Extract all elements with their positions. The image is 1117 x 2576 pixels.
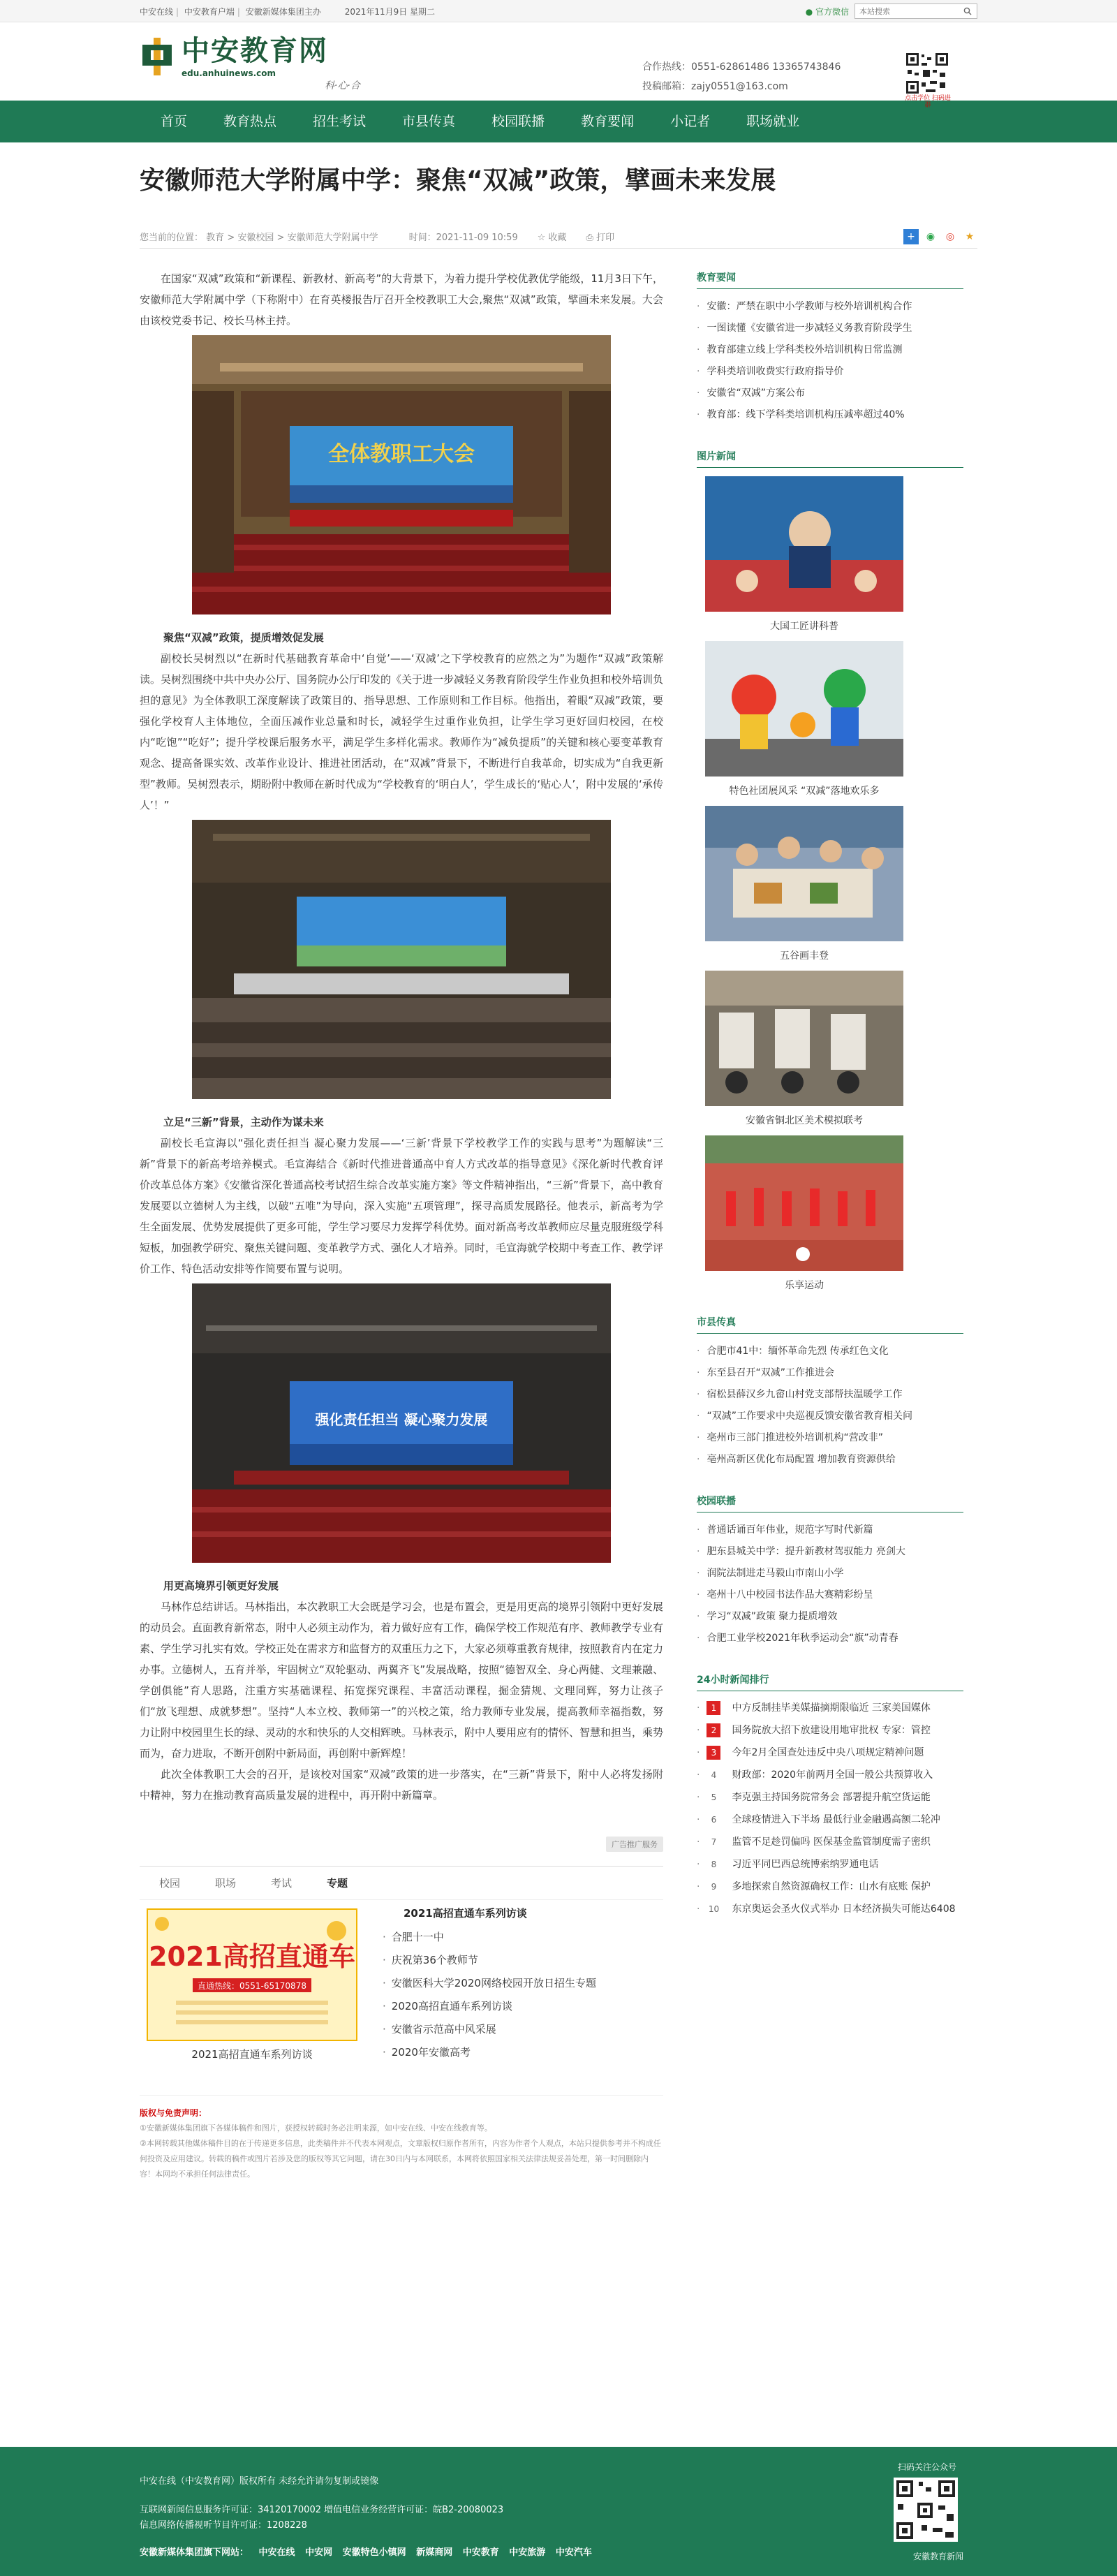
topic-item[interactable]: · 庆祝第36个教师节 [383, 1949, 596, 1972]
rank-item[interactable] [697, 1786, 963, 1809]
news-item[interactable]: · 教育部建立线上学科类校外培训机构日常监测 [697, 339, 963, 361]
sidebar-pictures [697, 447, 963, 1292]
news-item[interactable]: · 学科类培训收费实行政府指导价 [697, 361, 963, 383]
rank-item[interactable] [697, 1719, 963, 1742]
county-item[interactable]: · 东至县召开“双减”工作推进会 [697, 1362, 963, 1384]
topic-list [383, 1906, 596, 2064]
news-item[interactable]: · 教育部：线下学科类培训机构压减率超过40% [697, 404, 963, 426]
tab-exam[interactable]: 考试 [271, 1877, 293, 1890]
picture-news-thumb[interactable] [705, 971, 903, 1106]
picture-caption[interactable]: 大国工匠讲科普 [770, 621, 838, 632]
rank-number: · 6 [711, 1815, 717, 1825]
rank-title[interactable]: 今年2月全国查处违反中央八项规定精神问题 [732, 1747, 924, 1758]
article-photo-meeting-hall [192, 335, 611, 614]
rank-title[interactable]: 全球疫情进入下半场 最低行业金融遇高额二轮冲 [732, 1814, 940, 1825]
wechat-share-icon[interactable]: ◉ [926, 230, 935, 242]
logo-text: 中安教育网 [182, 34, 328, 67]
search-icon[interactable] [960, 4, 975, 18]
top-link[interactable]: 安徽新媒体集团主办 [245, 6, 321, 17]
article-title: 安徽师范大学附属中学：聚焦“双减”政策，擘画未来发展 [140, 166, 776, 195]
rank-item[interactable] [697, 1853, 963, 1876]
news-item[interactable]: · 安徽：严禁在职中小学教师与校外培训机构合作 [697, 296, 963, 318]
promo-card[interactable] [147, 1908, 357, 2064]
nav-item-county[interactable]: 市县传真 [402, 114, 456, 129]
rank-title[interactable]: 国务院放大招下放建设用地审批权 专家：管控 [732, 1725, 931, 1736]
topic-list-title[interactable]: 2021高招直通车系列访谈 [404, 1907, 527, 1920]
breadcrumb-separator: > [227, 233, 235, 243]
footer-link[interactable]: 新媒商网 [416, 2547, 453, 2558]
breadcrumb-link[interactable]: 安徽校园 [237, 233, 274, 243]
copyright-heading: 版权与免责声明： [140, 2108, 207, 2118]
article-paragraph: 副校长毛宣海以“强化责任担当 凝心聚力发展——‘三新’背景下学校教学工作的实践与思考”为题解读“三新”背景下的新高考培养模式。毛宣海结合《新时代推进普通高中育人方式改革的指导意见》《深化新时代教育评价改革总体方案》《安徽省深化普通高校考试招生综合改革实施方案》等文件精神指出，“三新”背景下，高中教育发展要以立德树人为主线，以破“五唯”为导向，深入实施“五项管理”，探寻高质发展路径。他表示，新高考为学生全面发展、优势发展提供了更多可能，学生学习要尽力发挥学科优势。面对新高考改革教师应尽量克服班级学科短板，加强教学研究、聚焦关键问题、变革教学方式、强化人才培养。同时，毛宣海就学校期中考查工作、教学评价工作、特色活动安排等作简要布置与说明。 [140, 1137, 664, 1275]
nav-item-campus[interactable]: 校园联播 [491, 114, 545, 129]
section-heading: 聚焦“双减”政策，提质增效促发展 [163, 631, 324, 644]
article-paragraph: 副校长吴树烈以“在新时代基础教育革命中‘自觉’——‘双减’之下学校教育的应然之为”为题作“双减”政策解读。吴树烈围绕中共中央办公厅、国务院办公厅印发的《关于进一步减轻义务教育阶段学生作业负担和校外培训负担的意见》为全体教职工深度解读了政策目的、指导思想、工作原则和工作目标。他指出，着眼“双减”政策，要强化学校育人主体地位，全面压减作业总量和时长，减轻学生过重作业负担，让学生学习更好回归校园，在校内“吃饱”“吃好”；提升学校课后服务水平，满足学生多样化需求。教师作为“减负提质”的关键和核心要变革教育观念、提高备课实效、改革作业设计、推进社团活动，在“双减”背景下，不断进行自我革命，切实成为“自我更新型”教师。吴树烈表示，期盼附中教师在新时代成为“学校教育的‘明白人’，学生成长的‘贴心人’，附中发展的‘承传人’！” [140, 652, 664, 811]
current-date: 2021年11月9日 星期二 [344, 6, 436, 17]
rank-title[interactable]: 财政部：2020年前两月全国一般公共预算收入 [732, 1769, 933, 1781]
topic-tabs [140, 1866, 663, 2064]
star-icon: ☆ [537, 233, 546, 243]
sidebar-heading[interactable]: 教育要闻 [697, 272, 736, 284]
picture-news-thumb[interactable] [705, 806, 903, 941]
copyright-line: ②本网转载其他媒体稿件目的在于传递更多信息，此类稿件并不代表本网观点，文章版权归原作者所有，内容为作者个人观点，本站只提供参考并不构成任何投资及应用建议。转载的稿件或图片若涉及您的版权等其它问题，请在30日内与本网联系，本网将依照国家相关法律法规妥善处理，第一时间删除内容！本网均不承担任何法律责任。 [140, 2139, 661, 2179]
county-item[interactable]: · 亳州高新区优化布局配置 增加教育资源供给 [697, 1449, 963, 1471]
article-paragraph: 在国家“双减”政策和“新课程、新教材、新高考”的大背景下，为着力提升学校优教优学能级，11月3日下午，安徽师范大学附属中学（下称附中）在育英楼报告厅召开全校教职工大会,聚焦“双减”政策，擘画未来发展。大会由该校党委书记、校长马林主持。 [140, 272, 663, 327]
article-meta [140, 225, 977, 249]
rank-title[interactable]: 多地探索自然资源确权工作：山水有底账 保护 [732, 1881, 931, 1892]
article-body [140, 268, 663, 2182]
top-bar [0, 0, 1117, 22]
rank-item[interactable] [697, 1742, 963, 1764]
picture-news-thumb[interactable] [705, 641, 903, 777]
rank-title[interactable]: 习近平同巴西总统博索纳罗通电话 [732, 1859, 879, 1870]
search-input[interactable] [855, 4, 960, 18]
site-header [0, 22, 1117, 109]
hotline: 合作热线：0551-62861486 13365743846 [642, 61, 841, 73]
footer-link[interactable]: 中安汽车 [555, 2547, 592, 2558]
qr-code-icon [905, 52, 949, 95]
article-paragraph: 此次全体教职工大会的召开，是该校对国家“双减”政策的进一步落实，在“三新”背景下，附中人必将发扬附中精神，努力在推动教育高质量发展的进程中，再开附中新篇章。 [140, 1768, 663, 1802]
sidebar-campus [697, 1492, 963, 1649]
breadcrumb-separator: > [276, 233, 285, 243]
screen-slogan: 强化责任担当 凝心聚力发展 [315, 1411, 488, 1428]
footer-link[interactable]: 中安网 [305, 2547, 333, 2558]
logo-slogan: 科·心·合 [325, 80, 360, 91]
rank-item[interactable] [697, 1898, 963, 1920]
rank-number: · 4 [711, 1770, 717, 1780]
tab-topic[interactable]: 专题 [327, 1877, 348, 1890]
rank-item[interactable] [697, 1764, 963, 1786]
logo-url: edu.anhuinews.com [182, 68, 276, 78]
rank-item[interactable] [697, 1697, 963, 1719]
footer-link[interactable]: 安徽特色小镇网 [342, 2547, 406, 2558]
copyright-notice [140, 2095, 663, 2182]
copyright-line: ①安徽新媒体集团旗下各媒体稿件和图片，获授权转载时务必注明来源，如中安在线、中安在线教育等。 [140, 2124, 492, 2133]
screen-banner: 全体教职工大会 [328, 442, 475, 466]
site-footer [0, 2447, 1117, 2576]
county-item[interactable]: · 合肥市41中：缅怀革命先烈 传承红色文化 [697, 1341, 963, 1362]
footer-link[interactable]: 中安教育 [462, 2547, 499, 2558]
footer-links-label: 安徽新媒体集团旗下网站： [140, 2547, 249, 2558]
rank-number: · 5 [711, 1793, 717, 1802]
breadcrumb [140, 230, 378, 243]
sidebar-heading: 24小时新闻排行 [697, 1675, 769, 1686]
sidebar-heading[interactable]: 市县传真 [697, 1317, 736, 1328]
article-paragraph: 马林作总结讲话。马林指出，本次教职工大会既是学习会，也是布置会，更是用更高的境界引领附中更好发展的动员会。直面教育新常态，附中人必须主动作为，着力做好应有工作，确保学校工作规范有序、教师教学专业有素、学生学习扎实有效。学校正处在需求方和监督方的双重压力之下，大家必须尊重教育规律，按照教育内在定力办事。立德树人，五育并举，牢固树立“双轮驱动、两翼齐飞”发展战略，按照“德智双全、身心两健、文理兼融、学创俱能”育人思路，注重方实基础课程、拓宽探究课程、丰富活动课程，掘金猜规、文理同辉，努力让孩子们“放飞理想、成就梦想”。坚持“人本立校、教师第一”的兴校之策，给力教师专业发展，提高教师幸福指数，努力让附中校园里生长的绿、灵动的水和快乐的人交相辉映。马林表示，附中人要用应有的情怀、智慧和担当，乘势而为，奋力进取，不断开创附中新局面，再创附中新辉煌！ [140, 1600, 664, 1760]
rank-item[interactable] [697, 1831, 963, 1853]
contact-info [642, 57, 841, 96]
section-heading: 用更高境界引领更好发展 [163, 1580, 279, 1592]
topic-item[interactable]: · 安徽省示范高中风采展 [383, 2018, 596, 2041]
tab-campus[interactable]: 校园 [159, 1877, 181, 1890]
sidebar [697, 268, 963, 2182]
top-link[interactable]: 中安在线 [140, 6, 174, 17]
nav-item-reporter[interactable]: 小记者 [670, 114, 711, 129]
publish-time: 时间：2021-11-09 10:59 [408, 233, 518, 243]
breadcrumb-link[interactable]: 安徽师范大学附属中学 [287, 233, 378, 243]
ad-label [140, 1837, 663, 1852]
article-photo-stage [192, 820, 611, 1099]
share-buttons [903, 229, 977, 244]
top-link[interactable]: 中安教育户端 [184, 6, 235, 17]
promo-banner-title: 2021高招直通车 [149, 1941, 355, 1972]
picture-news-thumb[interactable] [705, 476, 903, 612]
campus-item[interactable]: · 普通话诵百年伟业，规范字写时代新篇 [697, 1519, 963, 1541]
sidebar-heading[interactable]: 校园联播 [697, 1496, 736, 1507]
picture-caption[interactable]: 特色社团展风采 “双减”落地欢乐多 [729, 786, 880, 797]
picture-caption[interactable]: 乐享运动 [785, 1280, 824, 1291]
campus-item[interactable]: · 合肥工业学校2021年秋季运动会“旗”动青春 [697, 1628, 963, 1649]
printer-icon: ⎙ [586, 233, 593, 243]
campus-item[interactable]: · 肥东县城关中学：提升新教材驾驭能力 亮剑大 [697, 1541, 963, 1563]
footer-links [140, 2545, 599, 2558]
article-photo-auditorium [192, 1283, 611, 1563]
breadcrumb-label: 您当前的位置： [140, 233, 204, 243]
campus-item[interactable]: · 学习“双减”政策 聚力提质增效 [697, 1606, 963, 1628]
email: 投稿邮箱：zajy0551@163.com [642, 81, 788, 92]
county-item[interactable]: · 亳州市三部门推进校外培训机构“营改非” [697, 1427, 963, 1449]
site-logo[interactable] [140, 35, 328, 78]
rank-number: · 8 [711, 1860, 717, 1869]
top-links: 中安在线 | 中安教育户端 | 安徽新媒体集团主办 [140, 6, 321, 17]
sidebar-county [697, 1313, 963, 1471]
favorite-label: 收藏 [548, 233, 567, 243]
nav-item-exam[interactable]: 招生考试 [313, 114, 367, 129]
rank-title[interactable]: 中方反制挂毕美媒描摘期限临近 三家美国媒体 [732, 1702, 931, 1714]
picture-caption[interactable]: 五谷画丰登 [780, 950, 829, 962]
footer-qr-title: 扫码关注公众号 [897, 2462, 956, 2472]
nav-item-career[interactable]: 职场就业 [746, 114, 800, 129]
main-nav [0, 101, 1117, 142]
rank-number: · 3 [707, 1746, 720, 1760]
wechat-link[interactable]: ● 官方微信 [805, 6, 849, 17]
rank-title[interactable]: 东京奥运会圣火仪式举办 日本经济损失可能达6408 [732, 1904, 956, 1915]
weibo-share-icon[interactable]: ◎ [945, 230, 955, 242]
wechat-label: 官方微信 [815, 6, 849, 17]
news-item[interactable]: · 安徽省“双减”方案公布 [697, 383, 963, 404]
nav-item-news[interactable]: 教育要闻 [581, 114, 635, 129]
footer-copyright: 中安在线（中安教育网）版权所有 未经允许请勿复制或镜像 [140, 2476, 379, 2487]
sidebar-news [697, 268, 963, 426]
footer-license: 信息网络传播视听节目许可证：1208228 [140, 2520, 307, 2531]
county-item[interactable]: · 宿松县薛汉乡九畲山村党支部帮扶温暖学工作 [697, 1384, 963, 1406]
promo-hotline: 直通热线：0551-65170878 [198, 1981, 306, 1991]
qr-caption: 点击学位 扫码进群 [905, 95, 951, 109]
rank-number: · 10 [708, 1904, 720, 1914]
campus-item[interactable]: · 亳州十八中校园书法作品大赛精彩纷呈 [697, 1584, 963, 1606]
rank-item[interactable] [697, 1876, 963, 1898]
section-heading: 立足“三新”背景，主动作为谋未来 [163, 1116, 324, 1128]
tab-career[interactable]: 职场 [215, 1877, 237, 1890]
topic-item[interactable]: · 合肥十一中 [383, 1926, 596, 1949]
topic-item[interactable]: · 2020高招直通车系列访谈 [383, 1995, 596, 2018]
tab-bar [140, 1867, 663, 1900]
search-box [855, 3, 977, 19]
footer-licenses [140, 2503, 503, 2533]
topic-item[interactable]: · 2020年安徽高考 [383, 2041, 596, 2064]
rank-title[interactable]: 李克强主持国务院常务会 部署提升航空货运能 [732, 1792, 931, 1803]
campus-item[interactable]: · 润院法制进走马毅山市南山小学 [697, 1563, 963, 1584]
news-item[interactable]: · 一图读懂《安徽省进一步减轻义务教育阶段学生 [697, 318, 963, 339]
print-button[interactable] [586, 230, 615, 243]
rank-number: · 7 [711, 1837, 717, 1847]
topic-item[interactable]: · 安徽医科大学2020网络校园开放日招生专题 [383, 1972, 596, 1995]
print-label: 打印 [596, 233, 615, 243]
nav-item-hot[interactable]: 教育热点 [223, 114, 277, 129]
rank-number: · 1 [707, 1701, 720, 1715]
footer-link[interactable]: 中安在线 [258, 2547, 295, 2558]
favorite-button[interactable] [538, 230, 567, 243]
rank-number: · 2 [707, 1723, 720, 1737]
picture-news-thumb[interactable] [705, 1135, 903, 1271]
footer-link[interactable]: 中安旅游 [509, 2547, 546, 2558]
county-item[interactable]: · “双减”工作要求中央巡视反馈安徽省教育相关问 [697, 1406, 963, 1427]
rank-item[interactable] [697, 1809, 963, 1831]
footer-license: 互联网新闻信息服务许可证：34120170002 增值电信业务经营许可证：皖B2-20080023 [140, 2505, 504, 2515]
nav-item-home[interactable]: 首页 [161, 114, 188, 129]
sidebar-ranking [697, 1670, 963, 1920]
rank-number: · 9 [711, 1882, 717, 1892]
footer-qr-code-icon [894, 2478, 958, 2542]
picture-caption[interactable]: 安徽省铜北区美术模拟联考 [746, 1115, 863, 1126]
promo-caption: 2021高招直通车系列访谈 [191, 2048, 313, 2061]
share-plus-icon[interactable]: + [903, 229, 919, 244]
logo-mark-icon [140, 35, 176, 78]
sidebar-heading[interactable]: 图片新闻 [697, 451, 736, 462]
promo-banner-image [147, 1908, 357, 2041]
breadcrumb-link[interactable]: 教育 [206, 233, 225, 243]
ad-text[interactable]: 广告推广服务 [606, 1837, 663, 1852]
rank-title[interactable]: 监管不足趁罚偏吗 医保基金监管制度需子密织 [732, 1837, 931, 1848]
favorite-star-icon[interactable]: ★ [965, 230, 975, 242]
footer-qr-caption: 安徽教育新闻 [912, 2552, 963, 2561]
